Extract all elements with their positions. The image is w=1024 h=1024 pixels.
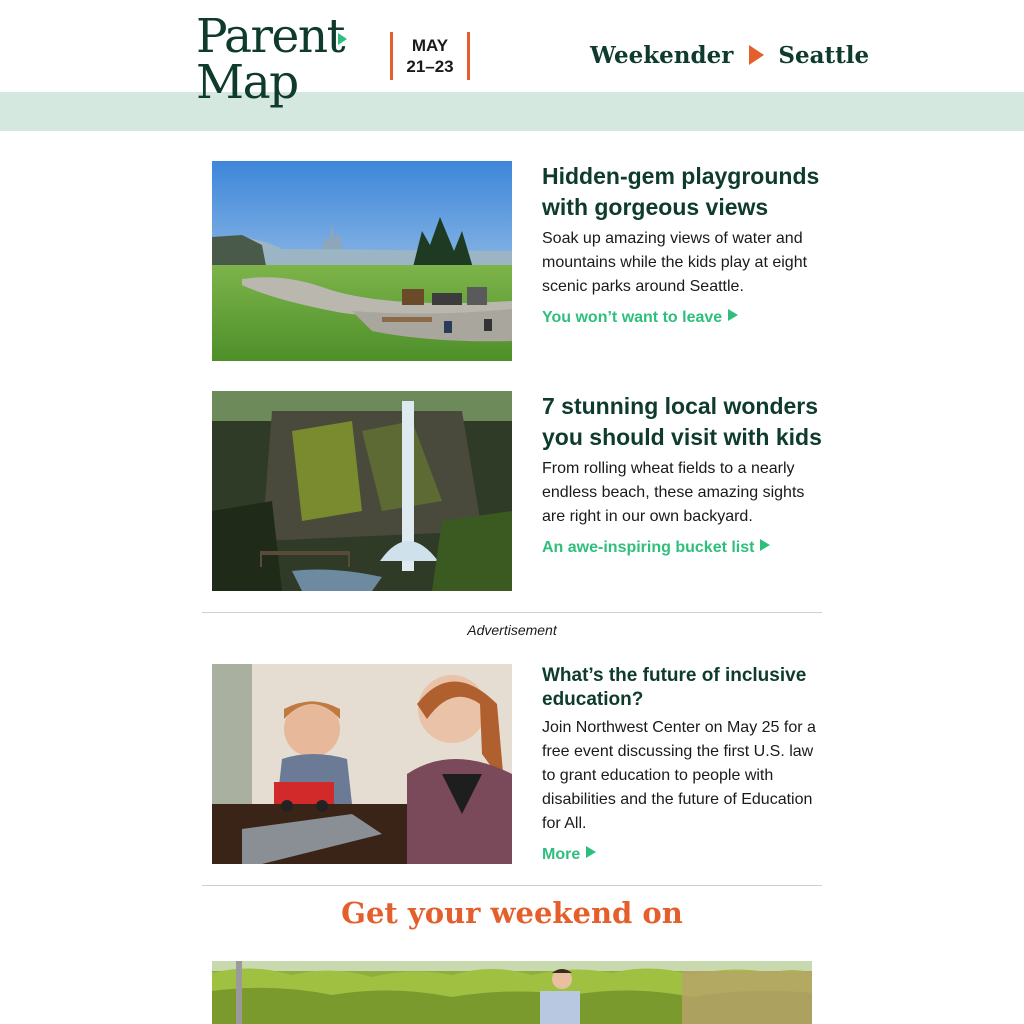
cta-label: More — [542, 846, 581, 863]
issue-days: 21–23 — [406, 57, 454, 76]
story-local-wonders — [212, 391, 824, 591]
story-description: Soak up amazing views of water and mountains while the kids play at eight scenic parks around Seattle. — [542, 230, 808, 295]
logo-line-map: Map — [196, 55, 298, 110]
story-title[interactable]: 7 stunning local wonders you should visit with kids — [542, 393, 822, 450]
child-in-garden-photo[interactable] — [212, 961, 812, 1024]
story-cta-link[interactable] — [542, 846, 596, 864]
cta-label: An awe-inspiring bucket list — [542, 539, 755, 556]
park-photo[interactable] — [212, 161, 512, 361]
divider — [202, 612, 822, 613]
issue-month: MAY — [411, 36, 449, 55]
story-playgrounds — [212, 161, 824, 361]
story-title[interactable]: What’s the future of inclusive education? — [542, 665, 807, 710]
issue-date — [390, 32, 470, 80]
edition-title — [590, 38, 869, 72]
edition-weekender: Weekender — [590, 41, 734, 69]
email-header — [0, 0, 1024, 131]
advertisement-label: Advertisement — [467, 622, 557, 638]
story-text — [542, 664, 824, 864]
play-arrow-icon — [728, 309, 738, 321]
logo-line-parent: Parent — [196, 9, 344, 64]
divider — [202, 885, 822, 886]
play-arrow-icon — [749, 45, 764, 65]
waterfall-photo[interactable] — [212, 391, 512, 591]
ad-image — [212, 664, 512, 864]
story-description: Join Northwest Center on May 25 for a free event discussing the first U.S. law to grant education to people with disabilities and the future of Education for All. — [542, 719, 816, 832]
story-cta-link[interactable] — [542, 309, 738, 327]
story-text — [542, 391, 824, 557]
logo-play-icon — [338, 33, 347, 45]
play-arrow-icon — [760, 539, 770, 551]
park-image — [212, 161, 512, 361]
parentmap-logo[interactable] — [196, 9, 344, 110]
story-cta-link[interactable] — [542, 539, 770, 557]
waterfall-image — [212, 391, 512, 591]
story-text — [542, 161, 824, 327]
cta-label: You won’t want to leave — [542, 309, 723, 326]
child-with-toy-photo[interactable] — [212, 664, 512, 864]
garden-image — [212, 961, 812, 1024]
section-heading: Get your weekend on — [341, 896, 683, 930]
sponsored-story — [212, 664, 824, 864]
story-description: From rolling wheat fields to a nearly endless beach, these amazing sights are right in our own backyard. — [542, 460, 805, 525]
edition-city: Seattle — [778, 41, 870, 69]
play-arrow-icon — [586, 846, 596, 858]
story-title[interactable]: Hidden-gem playgrounds with gorgeous views — [542, 163, 820, 220]
